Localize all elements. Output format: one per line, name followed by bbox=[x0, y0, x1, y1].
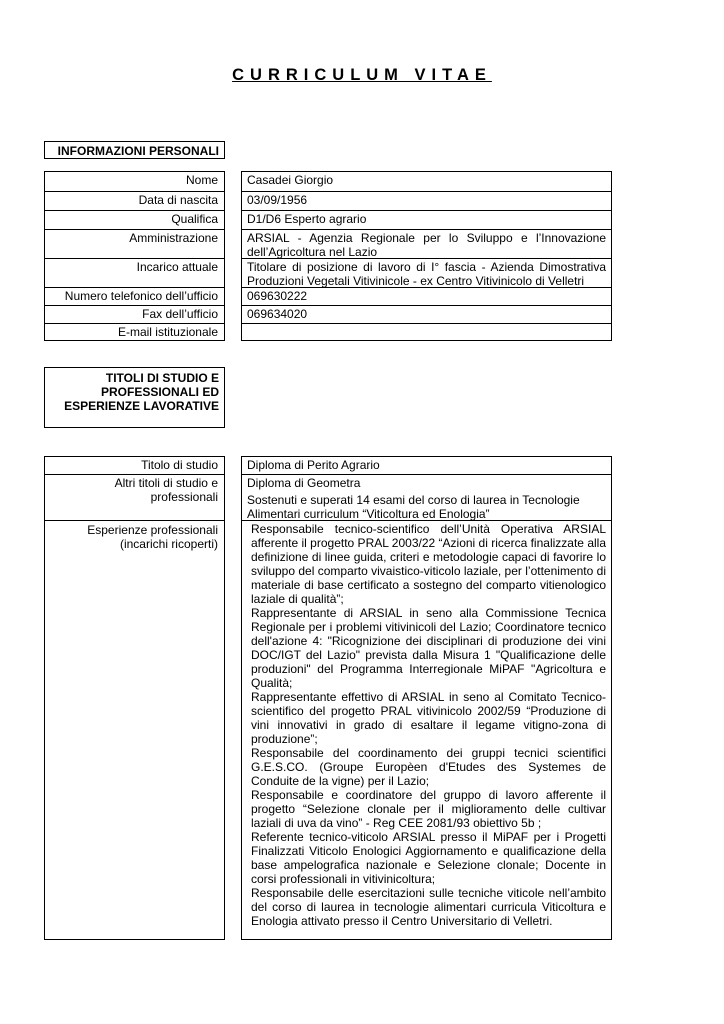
document-title: CURRICULUM VITAE bbox=[232, 66, 492, 84]
esperienza-item: Responsabile tecnico-scientifico dell’Unità Operativa ARSIAL afferente il progetto PRAL 2003/22 “Azioni di ricerca finalizzate alla definizione di linee guida, criteri e metodologie capaci di favorire lo sviluppo del comparto vivaistico-viticolo laziale, per l’ottenimento di materiale di base certificato a sostegno del comparto vitienologico laziale di qualità”; bbox=[251, 522, 606, 606]
personal-labels bbox=[44, 171, 225, 341]
esperienza-item: Responsabile delle esercitazioni sulle tecniche viticole nell’ambito del corso di laurea in tecnologie alimentari curricula Viticoltura e Enologia attivato presso il Centro Universitario di Velletri. bbox=[251, 886, 606, 928]
value-incarico: Titolare di posizione di lavoro di I° fascia - Azienda Dimostrativa Produzioni Vegetali Vitivinicole - ex Centro Vitivinicolo di Velletri bbox=[242, 258, 611, 287]
section-header-personal: INFORMAZIONI PERSONALI bbox=[44, 141, 225, 159]
value-qualifica: D1/D6 Esperto agrario bbox=[242, 210, 611, 229]
value-nome: Casadei Giorgio bbox=[247, 173, 334, 187]
label-data-nascita: Data di nascita bbox=[45, 191, 224, 210]
esperienza-item: Referente tecnico-viticolo ARSIAL presso il MiPAF per i Progetti Finalizzati Viticolo Enologici Aggiornamento e qualificazione della base ampelografica nazionale e Selezione clonale; Docente in corsi professionali in vitivinicoltura; bbox=[251, 830, 606, 886]
esperienza-item: Responsabile del coordinamento dei gruppi tecnici scientifici G.E.S.CO. (Groupe Europèen d'Etudes des Systemes de Conduite de la vigne) per il Lazio; bbox=[251, 746, 606, 788]
esperienza-item: Rappresentante effettivo di ARSIAL in seno al Comitato Tecnico-scientifico del progetto PRAL vitivinicolo 2002/59 “Produzione di vini innovativi in grado di esaltare il legame vitigno-zona di produzione”; bbox=[251, 690, 606, 746]
value-esperienze bbox=[242, 520, 611, 939]
label-qualifica: Qualifica bbox=[45, 210, 224, 229]
label-nome: Nome bbox=[185, 173, 218, 187]
value-altri-titoli-2: Sostenuti e superati 14 esami del corso di laurea in Tecnologie Alimentari curriculum “Viticoltura ed Enologia” bbox=[247, 493, 580, 521]
label-titolo-studio: Titolo di studio bbox=[141, 458, 218, 472]
personal-values bbox=[241, 171, 612, 341]
value-telefono: 069630222 bbox=[242, 287, 611, 305]
label-fax: Fax dell’ufficio bbox=[45, 305, 224, 323]
value-amministrazione: ARSIAL - Agenzia Regionale per lo Sviluppo e l’Innovazione dell’Agricoltura nel Lazio bbox=[242, 229, 611, 258]
label-esperienze: Esperienze professionali (incarichi ricoperti) bbox=[45, 520, 224, 939]
section-header-titles: TITOLI DI STUDIO E PROFESSIONALI ED ESPERIENZE LAVORATIVE bbox=[44, 367, 225, 428]
label-incarico: Incarico attuale bbox=[45, 258, 224, 287]
label-altri-titoli: Altri titoli di studio e professionali bbox=[45, 474, 224, 520]
study-values bbox=[241, 456, 612, 940]
value-titolo-studio: Diploma di Perito Agrario bbox=[247, 458, 380, 472]
value-data-nascita: 03/09/1956 bbox=[242, 191, 611, 210]
value-altri-titoli-1: Diploma di Geometra bbox=[247, 476, 361, 490]
label-amministrazione: Amministrazione bbox=[45, 229, 224, 258]
esperienza-item: Rappresentante di ARSIAL in seno alla Commissione Tecnica Regionale per i problemi vitivinicoli del Lazio; Coordinatore tecnico dell'azione 4: "Ricognizione dei disciplinari di produzione dei vini DOC/IGT del Lazio" prevista dalla Misura 1 "Qualificazione delle produzioni" del Programma Interregionale MiPAF "Agricoltura e Qualità; bbox=[251, 606, 606, 690]
value-altri-titoli bbox=[242, 474, 611, 520]
esperienza-item: Responsabile e coordinatore del gruppo di lavoro afferente il progetto “Selezione clonale per il miglioramento delle cultivar laziali di uva da vino” - Reg CEE 2081/93 obiettivo 5b ; bbox=[251, 788, 606, 830]
study-labels bbox=[44, 456, 225, 940]
value-fax: 069634020 bbox=[242, 305, 611, 323]
label-telefono: Numero telefonico dell’ufficio bbox=[45, 287, 224, 305]
label-email: E-mail istituzionale bbox=[45, 323, 224, 340]
value-email bbox=[242, 323, 611, 340]
